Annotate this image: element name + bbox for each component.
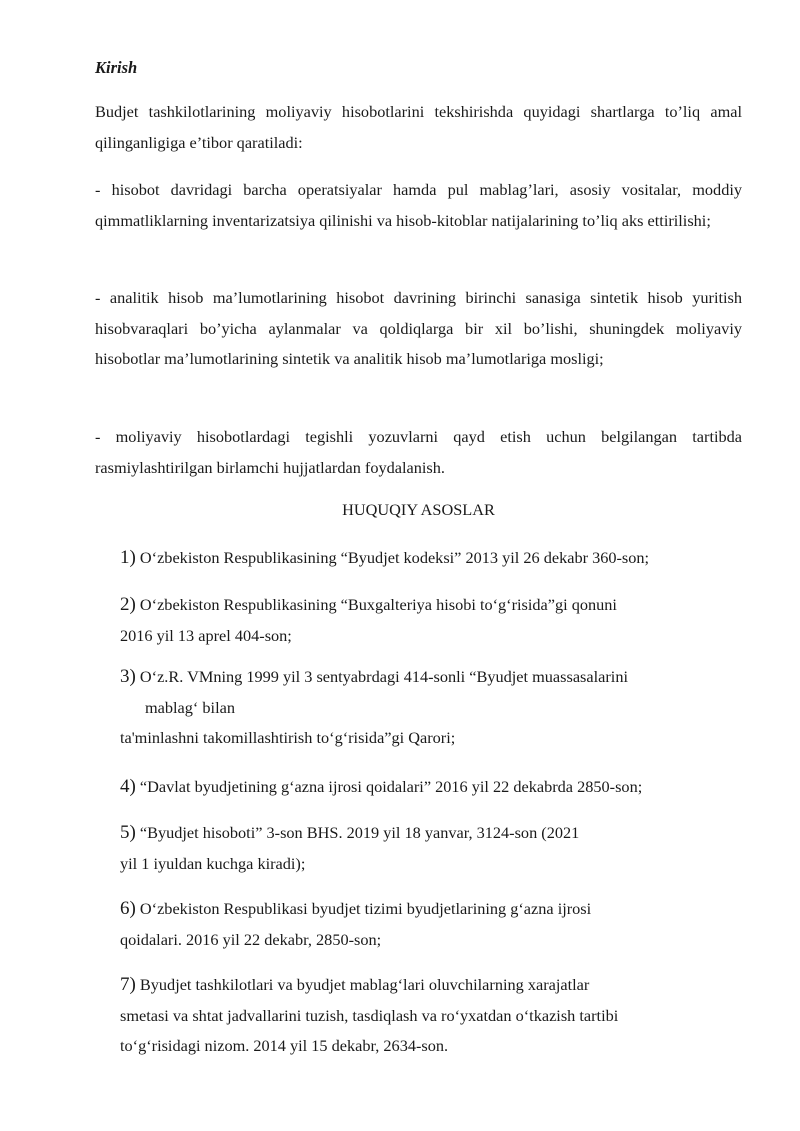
paragraph-4: - moliyaviy hisobotlardagi tegishli yozuvlarni qayd etish uchun belgilangan tartibda rasmiylashtirilgan birlamchi hujjatlardan foydalanish. xyxy=(95,427,742,477)
item-text: to‘g‘risidagi nizom. 2014 yil 15 dekabr, 2634-son. xyxy=(120,1036,449,1055)
paragraph-3: - analitik hisob ma’lumotlarining hisobot davrining birinchi sanasiga sintetik hisob yuritish hisobvaraqlari bo’yicha aylanmalar va qoldiqlarga bir xil bo’lishi, shuningdek moliyaviy hisobotlar ma’lumotlarining sintetik va analitik hisob ma’lumotlariga mosligi; xyxy=(95,288,742,368)
item-number: 6) xyxy=(120,898,136,919)
item-text: O‘z.R. VMning 1999 yil 3 sentyabrdagi 414-sonli “Byudjet muassasalarini xyxy=(139,667,628,686)
legal-item-7 xyxy=(120,970,750,1062)
item-text: smetasi va shtat jadvallarini tuzish, tasdiqlash va ro‘yxatdan o‘tkazish tartibi xyxy=(120,1005,619,1025)
item-number: 2) xyxy=(120,594,136,615)
item-number: 1) xyxy=(120,547,136,568)
paragraph-2: - hisobot davridagi barcha operatsiyalar hamda pul mablag’lari, asosiy vositalar, moddiy qimmatliklarning inventarizatsiya qilinishi va hisob-kitoblar natijalarining to’liq aks ettirilishi; xyxy=(95,180,742,230)
item-text: qoidalari. 2016 yil 22 dekabr, 2850-son; xyxy=(120,929,382,949)
item-text: O‘zbekiston Respublikasi byudjet tizimi byudjetlarining g‘azna ijrosi xyxy=(139,899,592,918)
legal-item-6 xyxy=(120,894,750,955)
item-text: yil 1 iyuldan kuchga kiradi); xyxy=(120,853,306,873)
legal-title: HUQUQIY ASOSLAR xyxy=(342,500,495,519)
legal-item-3 xyxy=(120,662,750,754)
legal-item-5 xyxy=(120,818,750,879)
item-text: O‘zbekiston Respublikasining “Buxgalteriya hisobi to‘g‘risida”gi qonuni xyxy=(139,595,617,614)
item-text: mablag‘ bilan xyxy=(145,697,235,717)
legal-item-2 xyxy=(120,590,750,651)
paragraph-1: Budjet tashkilotlarining moliyaviy hisobotlarini tekshirishda quyidagi shartlarga to’liq amal qilinganligiga e’tibor qaratiladi: xyxy=(95,102,742,152)
item-text: ta'minlashni takomillashtirish to‘g‘risida”gi Qarori; xyxy=(120,728,456,747)
section-heading: Kirish xyxy=(95,58,138,77)
legal-item-4 xyxy=(120,772,750,803)
item-number: 3) xyxy=(120,666,136,687)
item-text: O‘zbekiston Respublikasining “Byudjet kodeksi” 2013 yil 26 dekabr 360-son; xyxy=(139,548,650,567)
item-text: “Byudjet hisoboti” 3-son BHS. 2019 yil 18 yanvar, 3124-son (2021 xyxy=(139,823,580,842)
item-number: 4) xyxy=(120,776,136,797)
item-number: 7) xyxy=(120,974,136,995)
item-text: Byudjet tashkilotlari va byudjet mablag‘lari oluvchilarning xarajatlar xyxy=(139,975,590,994)
item-text: 2016 yil 13 aprel 404-son; xyxy=(120,625,292,645)
legal-item-1 xyxy=(120,543,750,574)
item-text: “Davlat byudjetining g‘azna ijrosi qoidalari” 2016 yil 22 dekabrda 2850-son; xyxy=(139,777,643,796)
item-number: 5) xyxy=(120,822,136,843)
